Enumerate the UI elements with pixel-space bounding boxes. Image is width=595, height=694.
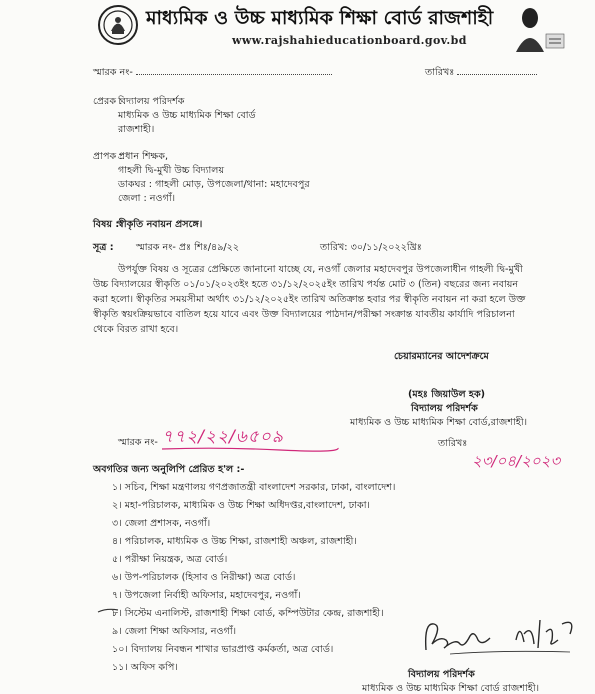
recipient-line-1: প্রধান শিক্ষক, — [118, 151, 169, 162]
sender-label: প্রেরক : — [93, 96, 123, 107]
copy-item-7: ৭। উপজেলা নির্বাহী অফিসার, মহাদেবপুর, নওগাঁ। — [112, 590, 301, 601]
recipient-line-2: গাহলী দ্বি-মুখী উচ্চ বিদ্যালয় — [118, 165, 225, 176]
handwritten-memo-number: ৭৭২/২২/৬৫০৯ — [162, 427, 284, 447]
handwritten-tick-mark — [97, 606, 119, 616]
footer-signatory-org: মাধ্যমিক ও উচ্চ মাধ্যমিক শিক্ষা বোর্ড রাজশাহী। — [362, 683, 540, 694]
second-memo-date-label: তারিখঃ — [438, 438, 468, 449]
body-line-4: স্বীকৃতি স্বয়ংক্রিয়ভাবে বাতিল হয়ে যাবে এবং উক্ত বিদ্যালয়ের পাঠদান/পরীক্ষা সংক্রান্ত যাবতীয় কার্যাদি পরিচালনা — [93, 309, 515, 320]
body-line-2: উচ্চ বিদ্যালয়ের স্বীকৃতি ০১/০১/২০২৩ইং হতে ৩১/১২/২০২৫ইং তারিখ পর্যন্ত মোট ৩ (তিন) বছরের জন্য নবায়ন — [93, 279, 519, 290]
handwritten-underline — [160, 446, 340, 452]
body-line-5: থেকে বিরত রাখা হবে। — [93, 324, 179, 335]
reference-date: তারিখ: ৩০/১১/২০২২খ্রিঃ — [320, 242, 422, 253]
signatory-org: মাধ্যমিক ও উচ্চ মাধ্যমিক শিক্ষা বোর্ড,রাজশাহী। — [350, 417, 528, 428]
sender-line-1: বিদ্যালয় পরিদর্শক — [118, 96, 185, 107]
body-line-3: করা হলো। স্বীকৃতির সময়সীমা অর্থাৎ ৩১/১২/২০২৫ইং তারিখ অতিক্রান্ত হবার পর স্বীকৃতি নবায়ন না করা হলে উক্ত — [93, 294, 526, 305]
body-line-1: উপর্যুক্ত বিষয় ও সূত্রের প্রেক্ষিতে জানানো যাচ্ছে যে, নওগাঁ জেলার মহাদেবপুর উপজেলাধীন গাহলী দ্বি-মুখী — [118, 264, 523, 275]
memo-date-blank — [457, 74, 537, 75]
memo-date-row — [425, 66, 537, 81]
copy-item-4: ৪। পরিচালক, মাধ্যমিক ও উচ্চ শিক্ষা, রাজশাহী অঞ্চল, রাজশাহী। — [112, 536, 357, 547]
reference-label: সূত্র : — [93, 242, 114, 253]
subject-label: বিষয় : — [93, 219, 120, 230]
copy-item-1: ১। সচিব, শিক্ষা মন্ত্রণালয় গণপ্রজাতন্ত্রী বাংলাদেশ সরকার, ঢাকা, বাংলাদেশ। — [112, 482, 396, 493]
recipient-line-3: ডাকঘর : গাহলী মোড়, উপজেলা/থানা: মহাদেবপুর — [118, 179, 310, 190]
copy-item-6: ৬। উপ-পরিচালক (হিসাব ও নিরীক্ষা) অত্র বোর্ড। — [112, 572, 296, 583]
footer-signatory-title: বিদ্যালয় পরিদর্শক — [408, 669, 475, 680]
copy-item-3: ৩। জেলা প্রশাসক, নওগাঁ। — [112, 518, 211, 529]
recipient-label: প্রাপক : — [93, 151, 123, 162]
board-website: www.rajshahieducationboard.gov.bd — [232, 34, 467, 47]
copy-item-11: ১১। অফিস কপি। — [112, 662, 178, 673]
subject-text: স্বীকৃতি নবায়ন প্রসঙ্গে। — [118, 219, 203, 230]
signatory-name: (মহঃ জিয়াউল হক) — [408, 389, 486, 400]
copy-item-9: ৯। জেলা শিক্ষা অফিসার, নওগাঁ। — [112, 626, 237, 637]
memo-label: স্মারক নং- — [93, 67, 133, 78]
copy-item-10: ১০। বিদ্যালয় নিবন্ধন শাখার ভারপ্রাপ্ত কর্মকর্তা, অত্র বোর্ড। — [112, 644, 334, 655]
recipient-line-4: জেলা : নওগাঁ। — [118, 193, 176, 204]
memo-number-blank — [136, 74, 332, 75]
copy-item-8: ৮। সিস্টেম এনালিস্ট, রাজশাহী শিক্ষা বোর্ড, কম্পিউটার কেন্দ্র, রাজশাহী। — [112, 608, 384, 619]
signatory-title: বিদ্যালয় পরিদর্শক — [411, 403, 478, 414]
copy-item-5: ৫। পরীক্ষা নিয়ন্ত্রক, অত্র বোর্ড। — [112, 554, 228, 565]
order-line: চেয়ারম্যানের আদেশক্রমে — [394, 351, 489, 362]
board-seal-logo — [97, 4, 139, 46]
copy-item-2: ২। মহা-পরিচালক, মাধ্যমিক ও উচ্চ শিক্ষা অধিদপ্তর,বাংলাদেশ, ঢাকা। — [112, 500, 370, 511]
copy-heading: অবগতির জন্য অনুলিপি প্রেরিত হ'ল :- — [93, 464, 245, 475]
board-name-heading: মাধ্যমিক ও উচ্চ মাধ্যমিক শিক্ষা বোর্ড রাজশাহী — [146, 7, 494, 29]
handwritten-date: ২৩/০৪/২০২৩ — [472, 452, 561, 470]
sender-line-3: রাজশাহী। — [118, 124, 155, 135]
sender-line-2: মাধ্যমিক ও উচ্চ মাধ্যমিক শিক্ষা বোর্ড — [118, 110, 256, 121]
portrait-emblem-image — [508, 2, 566, 52]
second-memo-label: স্মারক নং- — [118, 437, 158, 448]
memo-date-label: তারিখঃ — [425, 67, 455, 78]
memo-number-row — [93, 66, 332, 81]
reference-memo: স্মারক নং- প্রঃ শিঃ/৪৯/২২ — [136, 242, 240, 253]
handwritten-signature — [420, 610, 580, 662]
